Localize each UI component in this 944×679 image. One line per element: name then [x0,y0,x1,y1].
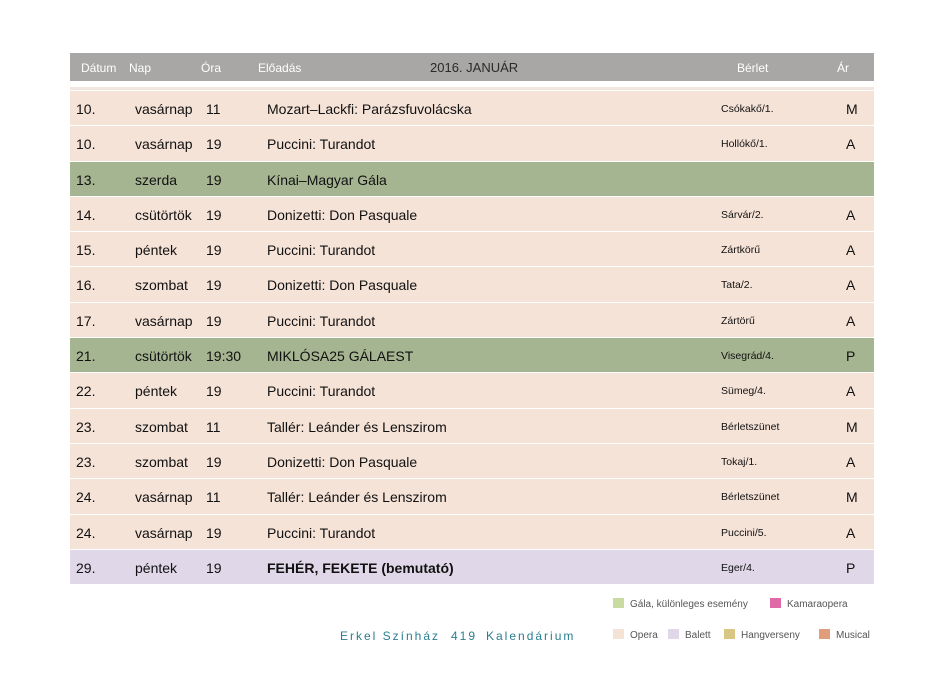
cell-ar: M [846,418,858,435]
legend-swatch-musical [819,629,830,639]
cell-ora: 19 [206,171,222,188]
cell-berlet: Puccini/5. [721,526,767,539]
table-row [70,91,874,126]
table-row [70,267,874,302]
cell-nap: vasárnap [135,489,193,506]
table-row [70,232,874,267]
table-row [70,550,874,585]
cell-ora: 11 [206,489,221,506]
table-row [70,197,874,232]
table-row [70,373,874,408]
cell-title: FEHÉR, FEKETE (bemutató) [267,559,454,576]
cell-ar: P [846,559,856,576]
cell-ora: 19 [206,136,222,153]
legend-swatch-kamara [770,598,781,608]
cell-nap: vasárnap [135,101,193,117]
table-row [70,409,874,444]
cell-nap: péntek [135,559,178,576]
legend-label: Kamaraopera [787,599,848,610]
cell-ora: 19:30 [206,348,242,365]
cell-datum: 10. [76,136,96,153]
header-month: 2016. JANUÁR [430,60,519,75]
legend-swatch-opera [613,629,624,639]
cell-title: Puccini: Turandot [267,312,376,329]
cell-ar: A [846,206,856,223]
legend-label: Hangverseny [741,630,800,641]
footer-publisher: Erkel Színház [340,629,441,643]
cell-ora: 19 [206,524,222,541]
cell-ora: 19 [206,206,222,223]
cell-nap: szerda [135,171,178,188]
legend-label: Gála, különleges esemény [630,599,748,610]
cell-ora: 19 [206,453,222,470]
cell-datum: 15. [76,242,96,259]
table-row [70,303,874,338]
cell-ora: 19 [206,242,222,259]
cell-title: Puccini: Turandot [267,383,376,400]
legend-item-kamara [770,598,848,610]
table-row [70,444,874,479]
schedule-table [70,91,874,585]
cell-nap: péntek [135,242,178,259]
cell-title: Puccini: Turandot [267,524,376,541]
cell-ar: A [846,136,856,153]
cell-datum: 14. [76,206,96,223]
cell-nap: vasárnap [135,312,193,329]
table-row [70,479,874,514]
cell-datum: 21. [76,348,96,365]
table-row [70,338,874,373]
header-datum: Dátum [81,61,117,75]
cell-datum: 24. [76,489,96,506]
cell-title: Donizetti: Don Pasquale [267,453,418,470]
cell-ar: M [846,101,858,117]
legend-item-musical [819,629,870,641]
page-number: 419 [451,629,478,643]
cell-nap: szombat [135,453,188,470]
cell-title: Puccini: Turandot [267,136,376,153]
cell-nap: péntek [135,383,178,400]
legend-item-gala [613,598,748,610]
header-eloadas: Előadás [258,61,302,75]
cell-title: Donizetti: Don Pasquale [267,206,418,223]
cell-nap: csütörtök [135,348,192,365]
cell-datum: 24. [76,524,96,541]
cell-berlet: Eger/4. [721,561,755,574]
cell-title: Donizetti: Don Pasquale [267,277,418,294]
cell-berlet: Visegrád/4. [721,350,774,363]
legend-label: Balett [685,630,711,641]
cell-berlet: Sárvár/2. [721,208,764,221]
table-row [70,162,874,197]
table-header [70,53,874,81]
footer-section: Kalendárium [486,629,576,643]
cell-ora: 19 [206,277,222,294]
cell-berlet: Bérletszünet [721,491,780,504]
cell-ar: A [846,453,856,470]
cell-datum: 16. [76,277,96,294]
cell-ora: 19 [206,312,222,329]
cell-berlet: Zártkörű [721,244,761,257]
cell-title: Puccini: Turandot [267,242,376,259]
cell-nap: csütörtök [135,206,192,223]
cell-berlet: Zártörű [721,314,755,327]
cell-ar: M [846,489,858,506]
cell-title: Kínai–Magyar Gála [267,171,387,188]
cell-title: Tallér: Leánder és Lenszirom [267,418,447,435]
legend-swatch-balett [668,629,679,639]
cell-title: MIKLÓSA25 GÁLAEST [267,348,414,365]
cell-berlet: Hollókő/1. [721,138,768,151]
legend-item-hangverseny [724,629,800,641]
table-row [70,515,874,550]
header-ar: Ár [837,61,849,75]
table-row [70,126,874,161]
header-nap: Nap [129,61,152,75]
cell-ora: 11 [206,101,221,117]
legend-item-balett [668,629,711,641]
cell-datum: 13. [76,171,96,188]
cell-title: Mozart–Lackfi: Parázsfuvolácska [267,101,472,117]
cell-title: Tallér: Leánder és Lenszirom [267,489,447,506]
cell-ar: A [846,383,856,400]
cell-nap: szombat [135,418,188,435]
cell-berlet: Sümeg/4. [721,385,766,398]
cell-datum: 17. [76,312,96,329]
cell-nap: szombat [135,277,188,294]
cell-datum: 10. [76,101,96,117]
cell-datum: 22. [76,383,96,400]
legend-swatch-hangverseny [724,629,735,639]
divider [70,87,874,90]
cell-ar: A [846,277,856,294]
cell-ora: 19 [206,559,222,576]
cell-ar: A [846,524,856,541]
cell-berlet: Tata/2. [721,279,753,292]
legend-swatch-gala [613,598,624,608]
cell-ar: A [846,312,856,329]
cell-berlet: Csókakő/1. [721,103,774,115]
cell-nap: vasárnap [135,524,193,541]
legend-item-opera [613,629,658,641]
cell-datum: 23. [76,418,96,435]
cell-berlet: Tokaj/1. [721,455,758,468]
header-ora: Óra [201,61,222,75]
cell-datum: 23. [76,453,96,470]
legend-label: Musical [836,630,870,641]
cell-ora: 11 [206,418,221,435]
header-berlet: Bérlet [737,61,769,75]
cell-ar: A [846,242,856,259]
cell-berlet: Bérletszünet [721,420,780,433]
cell-nap: vasárnap [135,136,193,153]
cell-ora: 19 [206,383,222,400]
legend-label: Opera [630,630,658,641]
cell-ar: P [846,348,856,365]
cell-datum: 29. [76,559,96,576]
